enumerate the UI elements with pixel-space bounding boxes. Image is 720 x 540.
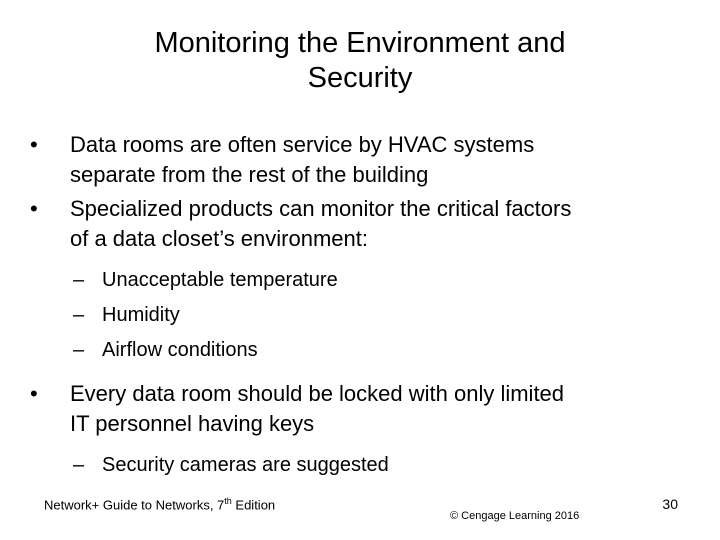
- footer-copyright: © Cengage Learning 2016: [450, 510, 580, 522]
- sub-bullet-marker: –: [73, 304, 85, 326]
- footer-book-title: [44, 496, 275, 512]
- slide-title-line-1: Monitoring the Environment and: [154, 27, 566, 59]
- bullet-marker: •: [30, 381, 38, 406]
- bullet-text-line: Every data room should be locked with only limited: [70, 381, 565, 406]
- sub-bullet-marker: –: [73, 454, 85, 476]
- sub-bullet-item: [0, 336, 720, 365]
- sub-bullet-item: [0, 301, 720, 330]
- sub-bullet-item: [0, 451, 720, 480]
- bullet-text-line: Specialized products can monitor the critical factors: [70, 196, 572, 221]
- footer-edition-superscript: th: [224, 496, 232, 506]
- slide-title: [60, 26, 660, 96]
- sub-bullet-text: Humidity: [102, 304, 180, 326]
- bullet-marker: •: [30, 132, 38, 157]
- bullet-text-line: of a data closet’s environment:: [70, 226, 368, 251]
- bullet-marker: •: [30, 196, 38, 221]
- sub-bullet-item: [0, 266, 720, 295]
- bullet-text-line: separate from the rest of the building: [70, 162, 429, 187]
- sub-bullet-text: Unacceptable temperature: [102, 269, 338, 291]
- bullet-item: [0, 379, 720, 439]
- bullet-text-line: IT personnel having keys: [70, 411, 315, 436]
- sub-bullet-text: Airflow conditions: [102, 339, 258, 361]
- bullet-item: [0, 130, 720, 190]
- bullet-item: [0, 194, 720, 254]
- bullet-text-line: Data rooms are often service by HVAC systems: [70, 132, 535, 157]
- footer-book-title-text: Network+ Guide to Networks, 7: [44, 497, 225, 513]
- footer-edition-word: Edition: [231, 497, 276, 513]
- page-number: 30: [662, 496, 678, 512]
- sub-bullet-marker: –: [73, 339, 85, 361]
- bullet-list: [0, 130, 720, 480]
- slide-title-line-2: Security: [307, 61, 413, 94]
- sub-bullet-text: Security cameras are suggested: [102, 454, 389, 476]
- sub-bullet-marker: –: [73, 269, 85, 291]
